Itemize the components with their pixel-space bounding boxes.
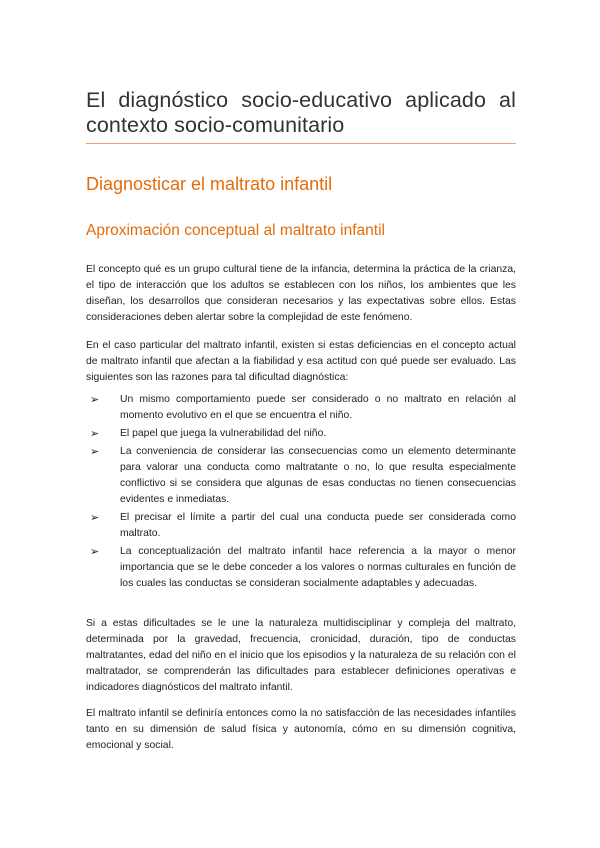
list-item xyxy=(86,392,516,424)
list-item-text: El papel que juega la vulnerabilidad del niño. xyxy=(120,428,327,439)
list-item-text: La conveniencia de considerar las consecuencias como un elemento determinante para valorar una conducta como maltratante o no, lo que resulta especialmente conflictivo si se considera que algunas de esas conductas no tienen consecuencias evidentes e inmediatas. xyxy=(120,446,516,505)
title-divider xyxy=(86,143,516,144)
list-item-text: Un mismo comportamiento puede ser considerado o no maltrato en relación al momento evolutivo en el que se encuentra el niño. xyxy=(120,394,516,421)
paragraph-2: En el caso particular del maltrato infantil, existen si estas deficiencias en el concepto actual de maltrato infantil que afectan a la fiabilidad y esa actitud con qué puede ser evaluado. Las siguientes son las razones para tal dificultad diagnóstica: xyxy=(86,340,516,383)
document-title: El diagnóstico socio-educativo aplicado al contexto socio-comunitario xyxy=(86,88,516,137)
arrow-bullet-icon: ➢ xyxy=(90,394,100,406)
arrow-bullet-icon: ➢ xyxy=(90,446,100,458)
arrow-bullet-icon: ➢ xyxy=(90,428,100,440)
subsection-heading: Aproximación conceptual al maltrato infantil xyxy=(86,222,385,239)
arrow-bullet-icon: ➢ xyxy=(90,512,100,524)
list-item-text: La conceptualización del maltrato infantil hace referencia a la mayor o menor importancia que se le debe conceder a los valores o normas culturales en función de los cuales las conductas se consideran socialmente adaptables y adecuadas. xyxy=(120,546,516,589)
reasons-list xyxy=(86,392,516,592)
list-item-text: El precisar el límite a partir del cual una conducta puede ser considerada como maltrato. xyxy=(120,512,516,539)
document-page xyxy=(86,88,516,754)
paragraph-1: El concepto qué es un grupo cultural tiene de la infancia, determina la práctica de la crianza, el tipo de interacción que los adultos se establecen con los niños, los ambientes que les diseñan, los desarrollos que consideran necesarios y las expectativas sobre ellos. Estas consideraciones deben alertar sobre la complejidad de este fenómeno. xyxy=(86,264,516,323)
list-item xyxy=(86,426,516,442)
list-item xyxy=(86,544,516,592)
list-item xyxy=(86,510,516,542)
list-item xyxy=(86,444,516,508)
paragraph-4: El maltrato infantil se definiría entonces como la no satisfacción de las necesidades infantiles tanto en su dimensión de salud física y autonomía, cómo en su dimensión cognitiva, emocional y social. xyxy=(86,708,516,751)
section-heading: Diagnosticar el maltrato infantil xyxy=(86,174,333,194)
arrow-bullet-icon: ➢ xyxy=(90,546,100,558)
paragraph-3: Si a estas dificultades se le une la naturaleza multidisciplinar y compleja del maltrato, determinada por la gravedad, frecuencia, cronicidad, duración, tipo de conductas maltratantes, edad del niño en el inicio que los episodios y la naturaleza de su relación con el maltratador, se comprenderán las dificultades para establecer definiciones operativas e indicadores diagnósticos del maltrato infantil. xyxy=(86,618,516,693)
